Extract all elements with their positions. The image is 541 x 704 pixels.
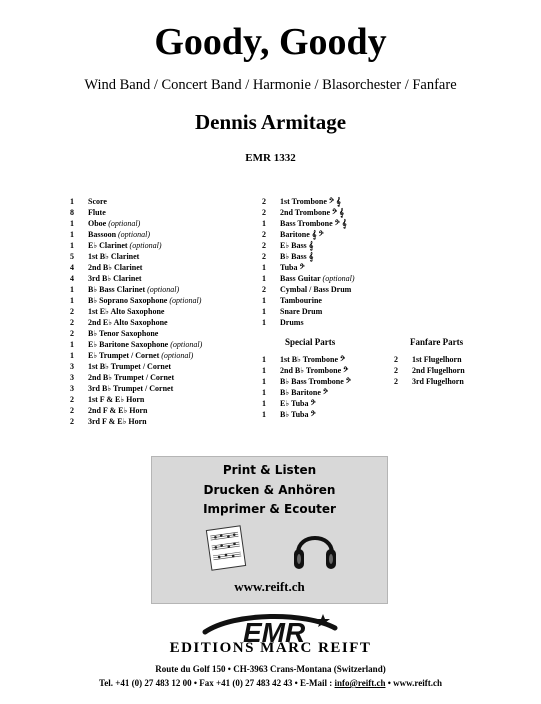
part-name: E♭ Bass 𝄞 [280, 241, 314, 250]
part-row [394, 354, 465, 365]
parts-list-right [262, 196, 355, 328]
part-row [70, 273, 202, 284]
publisher-address: Route du Golf 150 • CH-3963 Crans-Montana (Switzerland) [155, 664, 386, 674]
part-name: 2nd Flugelhorn [412, 366, 465, 375]
part-row [70, 295, 202, 306]
part-name: B♭ Bass Trombone 𝄢 [280, 377, 351, 386]
publisher-contact [0, 678, 541, 688]
ensemble-subtitle: Wind Band / Concert Band / Harmonie / Blasorchester / Fanfare [84, 77, 457, 93]
part-name: Flute [88, 208, 106, 217]
part-name: 3rd B♭ Clarinet [88, 274, 142, 283]
part-quantity: 1 [262, 296, 266, 305]
part-row [262, 398, 351, 409]
publisher-brand: EDITIONS MARC REIFT [169, 640, 372, 656]
fanfare-parts-heading: Fanfare Parts [410, 337, 464, 347]
part-name: 2nd B♭ Trumpet / Cornet [88, 373, 175, 382]
part-quantity: 2 [70, 318, 74, 327]
part-name: 1st Flugelhorn [412, 355, 462, 364]
part-quantity: 2 [262, 241, 266, 250]
part-quantity: 2 [262, 230, 266, 239]
promo-line-print-listen: Print & Listen [222, 463, 317, 477]
part-name: B♭ Bass 𝄞 [280, 252, 314, 261]
part-row [70, 196, 202, 207]
part-row [70, 383, 202, 394]
part-name: B♭ Tuba 𝄢 [280, 410, 316, 419]
piece-title: Goody, Goody [154, 21, 387, 63]
part-note: (optional) [169, 296, 202, 305]
part-name: Bass Trombone 𝄢 𝄞 [280, 219, 347, 228]
part-row [262, 284, 355, 295]
part-row [262, 251, 355, 262]
part-name: 3rd B♭ Trumpet / Cornet [88, 384, 174, 393]
part-row [70, 229, 202, 240]
part-name: Bassoon (optional) [88, 230, 151, 239]
special-parts-list [262, 354, 351, 420]
part-row [262, 240, 355, 251]
part-quantity: 1 [70, 351, 74, 360]
part-row [262, 196, 355, 207]
part-quantity: 1 [262, 399, 266, 408]
part-name: 3rd F & E♭ Horn [88, 417, 147, 426]
print-listen-banner[interactable] [151, 456, 388, 604]
logo-text: EMR [243, 617, 306, 644]
part-quantity: 1 [70, 230, 74, 239]
part-name: E♭ Clarinet (optional) [88, 241, 162, 250]
part-row [70, 207, 202, 218]
part-name: Drums [280, 318, 304, 327]
emr-logo-icon [195, 610, 345, 644]
part-name: 1st E♭ Alto Saxophone [88, 307, 165, 316]
part-quantity: 2 [70, 307, 74, 316]
part-row [70, 240, 202, 251]
part-row [70, 218, 202, 229]
part-row [262, 229, 355, 240]
part-name: 2nd Trombone 𝄢 𝄞 [280, 208, 344, 217]
part-quantity: 1 [262, 410, 266, 419]
part-note: (optional) [322, 274, 355, 283]
part-name: 1st B♭ Trumpet / Cornet [88, 362, 172, 371]
part-row [262, 306, 355, 317]
part-quantity: 1 [262, 274, 266, 283]
part-row [262, 273, 355, 284]
part-quantity: 2 [70, 417, 74, 426]
part-name: Bass Guitar (optional) [280, 274, 355, 283]
part-quantity: 1 [262, 377, 266, 386]
part-quantity: 1 [70, 285, 74, 294]
part-row [70, 262, 202, 273]
part-quantity: 2 [262, 197, 266, 206]
part-name: 2nd E♭ Alto Saxophone [88, 318, 168, 327]
part-row [70, 251, 202, 262]
contact-email-link[interactable]: info@reift.ch [334, 678, 386, 688]
part-quantity: 1 [262, 388, 266, 397]
part-quantity: 1 [70, 241, 74, 250]
part-row [262, 376, 351, 387]
part-row [70, 284, 202, 295]
part-row [262, 218, 355, 229]
part-name: 2nd B♭ Trombone 𝄢 [280, 366, 349, 375]
part-row [70, 306, 202, 317]
part-quantity: 1 [70, 197, 74, 206]
contact-website: • www.reift.ch [385, 678, 442, 688]
part-name: B♭ Baritone 𝄢 [280, 388, 329, 397]
part-name: 2nd F & E♭ Horn [88, 406, 148, 415]
part-quantity: 2 [262, 285, 266, 294]
part-row [70, 350, 202, 361]
part-quantity: 1 [262, 263, 266, 272]
part-name: Tuba 𝄢 [280, 263, 305, 272]
part-note: (optional) [170, 340, 203, 349]
part-name: B♭ Tenor Saxophone [88, 329, 159, 338]
part-quantity: 2 [70, 329, 74, 338]
sheet-music-icon [203, 524, 249, 572]
part-quantity: 2 [262, 208, 266, 217]
part-name: 1st B♭ Clarinet [88, 252, 140, 261]
part-name: 1st B♭ Trombone 𝄢 [280, 355, 346, 364]
part-name: 3rd Flugelhorn [412, 377, 464, 386]
part-name: E♭ Baritone Saxophone (optional) [88, 340, 203, 349]
part-quantity: 2 [70, 406, 74, 415]
part-row [394, 376, 465, 387]
part-note: (optional) [108, 219, 141, 228]
part-name: 2nd B♭ Clarinet [88, 263, 143, 272]
part-quantity: 3 [70, 384, 74, 393]
promo-line-drucken: Drucken & Anhören [203, 483, 336, 497]
promo-website-link[interactable]: www.reift.ch [234, 579, 305, 594]
part-name: E♭ Trumpet / Cornet (optional) [88, 351, 194, 360]
part-quantity: 2 [394, 366, 398, 375]
part-name: B♭ Bass Clarinet (optional) [88, 285, 180, 294]
part-quantity: 1 [70, 296, 74, 305]
promo-line-imprimer: Imprimer & Ecouter [203, 502, 336, 516]
part-quantity: 1 [262, 307, 266, 316]
part-note: (optional) [118, 230, 151, 239]
part-name: Snare Drum [280, 307, 323, 316]
part-name: 1st F & E♭ Horn [88, 395, 145, 404]
part-quantity: 2 [394, 377, 398, 386]
part-row [394, 365, 465, 376]
part-quantity: 1 [70, 219, 74, 228]
contact-phone-fax: Tel. +41 (0) 27 483 12 00 • Fax +41 (0) 27 483 42 43 • E-Mail : [99, 678, 335, 688]
part-name: B♭ Soprano Saxophone (optional) [88, 296, 202, 305]
part-row [70, 339, 202, 350]
part-name: Oboe (optional) [88, 219, 141, 228]
part-quantity: 8 [70, 208, 74, 217]
part-note: (optional) [129, 241, 162, 250]
part-row [262, 365, 351, 376]
part-row [262, 262, 355, 273]
part-row [262, 295, 355, 306]
part-row [262, 387, 351, 398]
part-row [70, 328, 202, 339]
part-note: (optional) [161, 351, 194, 360]
part-row [70, 361, 202, 372]
composer-name: Dennis Armitage [194, 110, 347, 134]
part-row [262, 409, 351, 420]
part-name: Cymbal / Bass Drum [280, 285, 352, 294]
part-quantity: 2 [394, 355, 398, 364]
parts-list-left [70, 196, 202, 427]
part-quantity: 5 [70, 252, 74, 261]
part-row [70, 394, 202, 405]
part-quantity: 1 [262, 219, 266, 228]
headphones-icon [292, 523, 338, 573]
part-quantity: 2 [70, 395, 74, 404]
part-quantity: 4 [70, 274, 74, 283]
special-parts-heading: Special Parts [285, 337, 336, 347]
part-name: Baritone 𝄞 𝄢 [280, 230, 324, 239]
fanfare-parts-list [394, 354, 465, 387]
part-name: Score [88, 197, 107, 206]
part-name: 1st Trombone 𝄢 𝄞 [280, 197, 341, 206]
catalog-number: EMR 1332 [245, 152, 296, 164]
part-name: Tambourine [280, 296, 322, 305]
part-row [70, 317, 202, 328]
part-row [262, 354, 351, 365]
part-row [70, 405, 202, 416]
part-row [70, 372, 202, 383]
part-name: E♭ Tuba 𝄢 [280, 399, 316, 408]
part-quantity: 1 [262, 318, 266, 327]
part-quantity: 1 [70, 340, 74, 349]
part-quantity: 2 [262, 252, 266, 261]
part-quantity: 1 [262, 355, 266, 364]
part-row [262, 317, 355, 328]
part-note: (optional) [147, 285, 180, 294]
part-quantity: 3 [70, 362, 74, 371]
part-row [262, 207, 355, 218]
part-quantity: 3 [70, 373, 74, 382]
part-quantity: 4 [70, 263, 74, 272]
part-quantity: 1 [262, 366, 266, 375]
part-row [70, 416, 202, 427]
